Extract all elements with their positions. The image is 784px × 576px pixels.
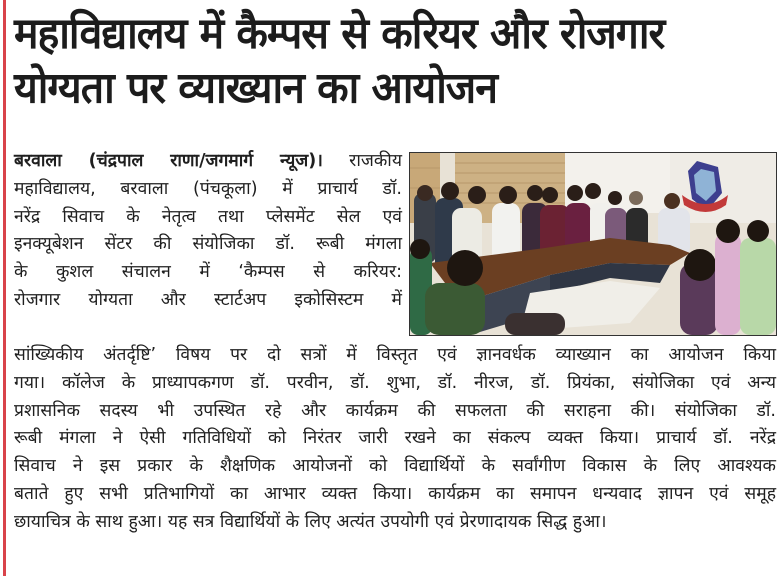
byline: बरवाला (चंद्रपाल राणा/जगमार्ग न्यूज)। xyxy=(14,151,323,171)
body-line-2: गया। कॉलेज के प्राध्यापकगण डॉ. परवीन, डॉ. शुभा, डॉ. नीरज, डॉ. प्रियंका, संयोजिका एवं अन्य xyxy=(14,372,776,393)
body-line-5: सिवाच ने इस प्रकार के शैक्षणिक आयोजनों को विद्यार्थियों के सर्वांगीण विकास के लिए आवश्यक xyxy=(14,456,776,477)
left-red-rule xyxy=(3,0,6,576)
lead-line-2: महाविद्यालय, बरवाला (पंचकूला) में प्राचार्य डॉ. xyxy=(14,178,402,199)
headline-line-1: महाविद्यालय में कैम्पस से करियर और रोजगार xyxy=(14,8,665,59)
lead-line-5: के कुशल संचालन में ‘कैम्पस से करियर: xyxy=(14,262,402,283)
body-line-3: प्रशासनिक सदस्य भी उपस्थित रहे और कार्यक्रम की सफलता की सराहना की। संयोजिका डॉ. xyxy=(14,400,776,421)
headline-line-2: योग्यता पर व्याख्यान का आयोजन xyxy=(14,62,497,114)
lead-paragraph xyxy=(14,148,402,315)
lead-line-3: नरेंद्र सिवाच के नेतृत्व तथा प्लेसमेंट सेल एवं xyxy=(14,206,402,227)
lead-line-4: इनक्यूबेशन सेंटर की संयोजिका डॉ. रूबी मंगला xyxy=(14,234,402,255)
body-paragraph xyxy=(14,342,776,537)
body-line-6: बताते हुए सभी प्रतिभागियों का आभार व्यक्त किया। कार्यक्रम का समापन धन्यवाद ज्ञापन एवं समूह xyxy=(14,483,776,504)
headline xyxy=(14,6,779,115)
body-line-7: छायाचित्र के साथ हुआ। यह सत्र विद्यार्थियों के लिए अत्यंत उपयोगी एवं प्रेरणादायक सिद्ध हुआ। xyxy=(14,511,607,532)
body-line-1: सांख्यिकीय अंतर्दृष्टि’ विषय पर दो सत्रों में विस्तृत एवं ज्ञानवर्धक व्याख्यान का आयोजन किया xyxy=(14,345,776,365)
body-line-4: रूबी मंगला ने ऐसी गतिविधियों को निरंतर जारी रखने का संकल्प व्यक्त किया। प्राचार्य डॉ. नरेंद्र xyxy=(14,428,776,449)
lead-line-6: रोजगार योग्यता और स्टार्टअप इकोसिस्टम में xyxy=(14,289,402,310)
group-photo-image xyxy=(410,153,776,335)
lead-line-1: बरवाला (चंद्रपाल राणा/जगमार्ग न्यूज)। राजकीय xyxy=(14,151,402,171)
news-photo xyxy=(409,152,777,336)
